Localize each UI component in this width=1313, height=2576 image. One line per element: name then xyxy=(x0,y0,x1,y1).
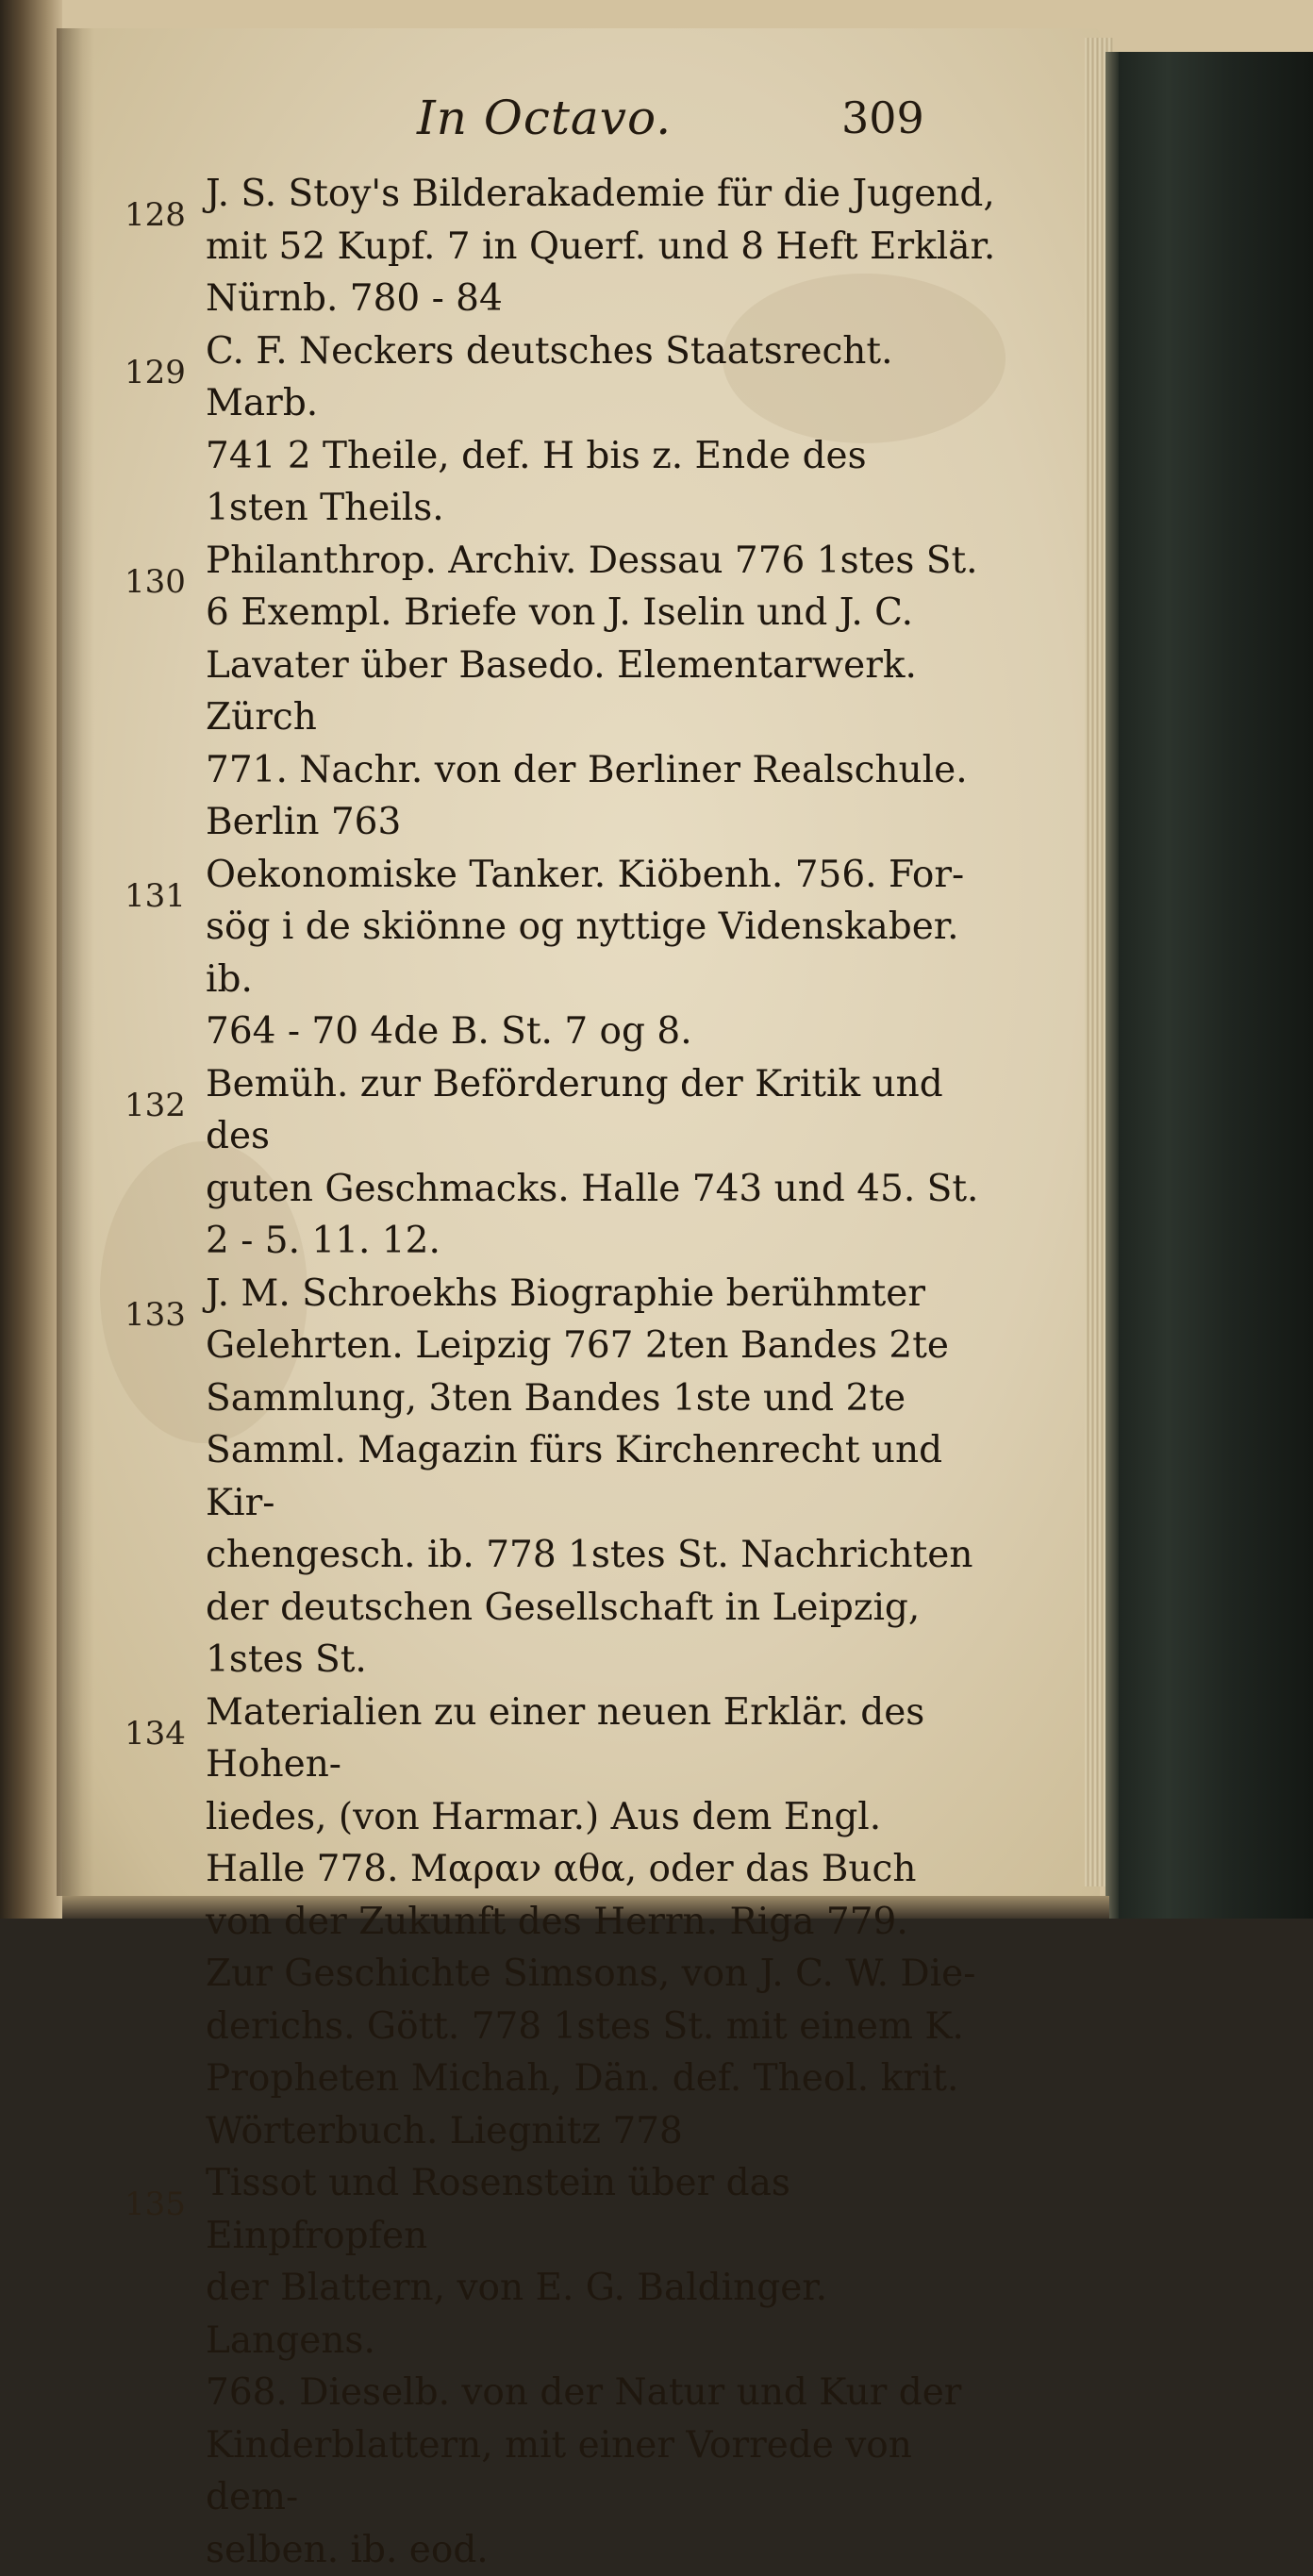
entry-number: 128 xyxy=(125,196,186,234)
catalogue-entry xyxy=(62,168,1100,325)
entry-text: Bemüh. zur Beförderung der Kritik und des guten Geschmacks. Halle 743 und 45. St. 2 - 5. 11. 12. xyxy=(206,1062,979,1262)
catalogue-entry xyxy=(62,1268,1100,1687)
page-header xyxy=(62,91,1100,157)
catalogue-entry xyxy=(62,535,1100,849)
catalogue-entry xyxy=(62,1058,1100,1268)
catalogue-entry xyxy=(62,1687,1100,2158)
book-cover-edge xyxy=(1105,52,1119,1919)
left-page-edge xyxy=(0,0,62,1919)
catalogue-entry xyxy=(62,325,1100,535)
entry-text: Materialien zu einer neuen Erklär. des Hohen- liedes, (von Harmar.) Aus dem Engl. Halle 778. Μαραν αθα, oder das Buch von der Zukunft des Herrn. Riga 779. Zur Geschichte Simsons, von J. C. W. Die- derichs. Gött. 778 1stes St. mit einem K. Propheten Michah, Dän. def. Theol. krit. Wörterbuch. Liegnitz 778 xyxy=(206,1690,976,2152)
entry-text: Tissot und Rosenstein über das Einpfropfen der Blattern, von E. G. Baldinger. Langens. 768. Dieselb. von der Natur und Kur der Kinderblattern, mit einer Vorrede von dem- selben. ib. eod. xyxy=(206,2162,962,2571)
entry-number: 130 xyxy=(125,562,186,601)
entry-text: C. F. Neckers deutsches Staatsrecht. Marb. 741 2 Theile, def. H bis z. Ende des 1sten Theils. xyxy=(206,329,893,529)
page-number: 309 xyxy=(841,92,924,143)
catalogue-entries xyxy=(62,168,1100,2576)
entry-number: 134 xyxy=(125,1714,186,1753)
entry-number: 129 xyxy=(125,353,186,391)
entry-text: Philanthrop. Archiv. Dessau 776 1stes St. 6 Exempl. Briefe von J. Iselin und J. C. Lavater über Basedo. Elementarwerk. Zürch 771. Nachr. von der Berliner Realschule. Berlin 763 xyxy=(206,539,978,843)
entry-number: 135 xyxy=(125,2185,186,2223)
running-head: In Octavo. xyxy=(417,91,673,145)
entry-text: Oekonomiske Tanker. Kiöbenh. 756. For- sög i de skiönne og nyttige Videnskaber. ib. 764 - 70 4de B. St. 7 og 8. xyxy=(206,853,965,1053)
entry-number: 132 xyxy=(125,1086,186,1124)
entry-text: J. M. Schroekhs Biographie berühmter Gelehrten. Leipzig 767 2ten Bandes 2te Sammlung, 3ten Bandes 1ste und 2te Samml. Magazin fürs Kirchenrecht und Kir- chengesch. ib. 778 1stes St. Nachrichten der deutschen Gesellschaft in Leipzig, 1stes St. xyxy=(206,1271,973,1681)
entry-number: 131 xyxy=(125,876,186,915)
entry-text: J. S. Stoy's Bilderakademie für die Jugend, mit 52 Kupf. 7 in Querf. und 8 Heft Erklär. Nürnb. 780 - 84 xyxy=(206,173,996,320)
catalogue-entry xyxy=(62,2157,1100,2576)
book-cover xyxy=(1105,52,1313,1919)
catalogue-entry xyxy=(62,849,1100,1058)
entry-number: 133 xyxy=(125,1295,186,1334)
